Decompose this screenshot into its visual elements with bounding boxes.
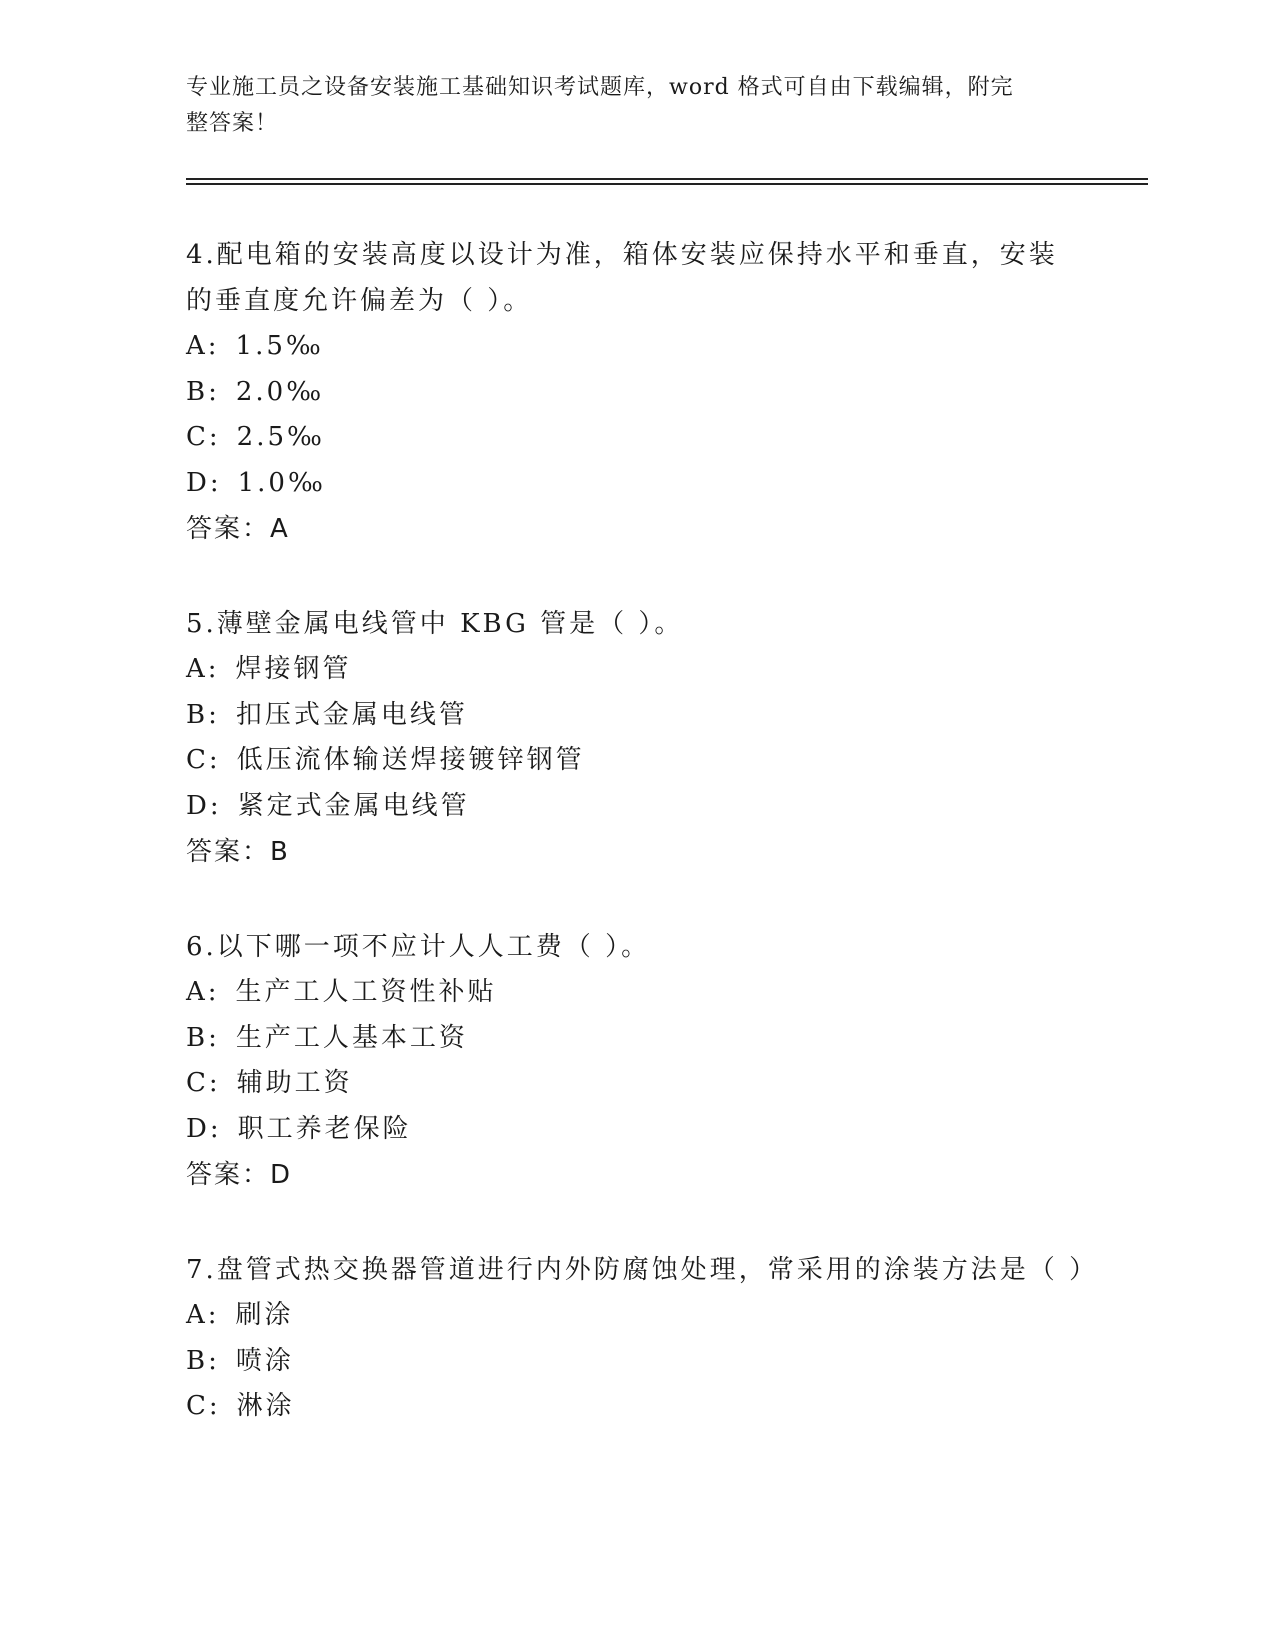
option-text: 2.0‰ [235, 376, 325, 407]
header-line-1: 专业施工员之设备安装施工基础知识考试题库，word 格式可自由下载编辑，附完 [186, 75, 1014, 100]
option-text: 1.0‰ [237, 467, 326, 498]
option-text: 焊接钢管 [235, 654, 352, 684]
option-c [186, 738, 1086, 784]
question-7 [186, 1247, 1099, 1430]
answer-label: 答案：A [186, 514, 290, 544]
question-4 [186, 232, 1086, 552]
question-text: 4.配电箱的安装高度以设计为准，箱体安装应保持水平和垂直，安装的垂直度允许偏差为（ ）。 [186, 240, 1058, 316]
question-list [186, 232, 1099, 1479]
option-a [186, 647, 1086, 693]
option-c [186, 1061, 1086, 1107]
option-letter: C: [186, 422, 221, 452]
option-text: 生产工人基本工资 [235, 1022, 468, 1053]
option-text: 辅助工资 [236, 1068, 353, 1098]
option-b [186, 1016, 1086, 1062]
option-c [186, 1384, 1086, 1430]
option-text: 喷涂 [235, 1345, 294, 1376]
option-a [186, 324, 1086, 370]
option-text: 1.5‰ [235, 331, 324, 361]
document-header [186, 70, 1066, 142]
option-letter: B: [186, 1022, 220, 1053]
option-letter: A: [186, 654, 220, 684]
option-a [186, 970, 1086, 1016]
option-text: 低压流体输送焊接镀锌钢管 [236, 745, 585, 775]
option-text: 职工养老保险 [237, 1113, 412, 1144]
answer-label: 答案：B [186, 837, 290, 867]
option-text: 淋涂 [236, 1391, 295, 1421]
option-letter: A: [186, 331, 220, 361]
question-6 [186, 924, 1086, 1198]
option-d [186, 461, 1086, 507]
option-text: 紧定式金属电线管 [237, 790, 470, 821]
option-d [186, 1107, 1086, 1153]
option-text: 扣压式金属电线管 [235, 699, 468, 730]
header-rule-top [186, 178, 1148, 180]
option-letter: B: [186, 1345, 220, 1376]
option-letter: B: [186, 376, 220, 407]
option-a [186, 1293, 1086, 1339]
question-5 [186, 601, 1086, 875]
answer-label: 答案：D [186, 1160, 293, 1190]
option-b [186, 693, 1086, 739]
option-letter: C: [186, 1391, 221, 1421]
question-text: 7.盘管式热交换器管道进行内外防腐蚀处理，常采用的涂装方法是（ ） [186, 1255, 1099, 1285]
option-letter: A: [186, 1300, 220, 1330]
question-text: 5.薄壁金属电线管中 KBG 管是（ ）。 [186, 609, 684, 639]
option-letter: D: [186, 467, 222, 498]
option-letter: D: [186, 1113, 222, 1144]
option-b [186, 1339, 1086, 1385]
option-letter: A: [186, 977, 220, 1007]
header-line-2: 整答案！ [186, 111, 279, 136]
option-letter: D: [186, 790, 222, 821]
option-text: 刷涂 [235, 1300, 294, 1330]
option-letter: C: [186, 745, 221, 775]
option-d [186, 784, 1086, 830]
header-rule-bottom [186, 183, 1148, 185]
option-c [186, 415, 1086, 461]
option-letter: C: [186, 1068, 221, 1098]
option-b [186, 370, 1086, 416]
option-letter: B: [186, 699, 220, 730]
option-text: 生产工人工资性补贴 [235, 977, 497, 1007]
option-text: 2.5‰ [236, 422, 325, 452]
question-text: 6.以下哪一项不应计人人工费（ ）。 [186, 932, 651, 962]
